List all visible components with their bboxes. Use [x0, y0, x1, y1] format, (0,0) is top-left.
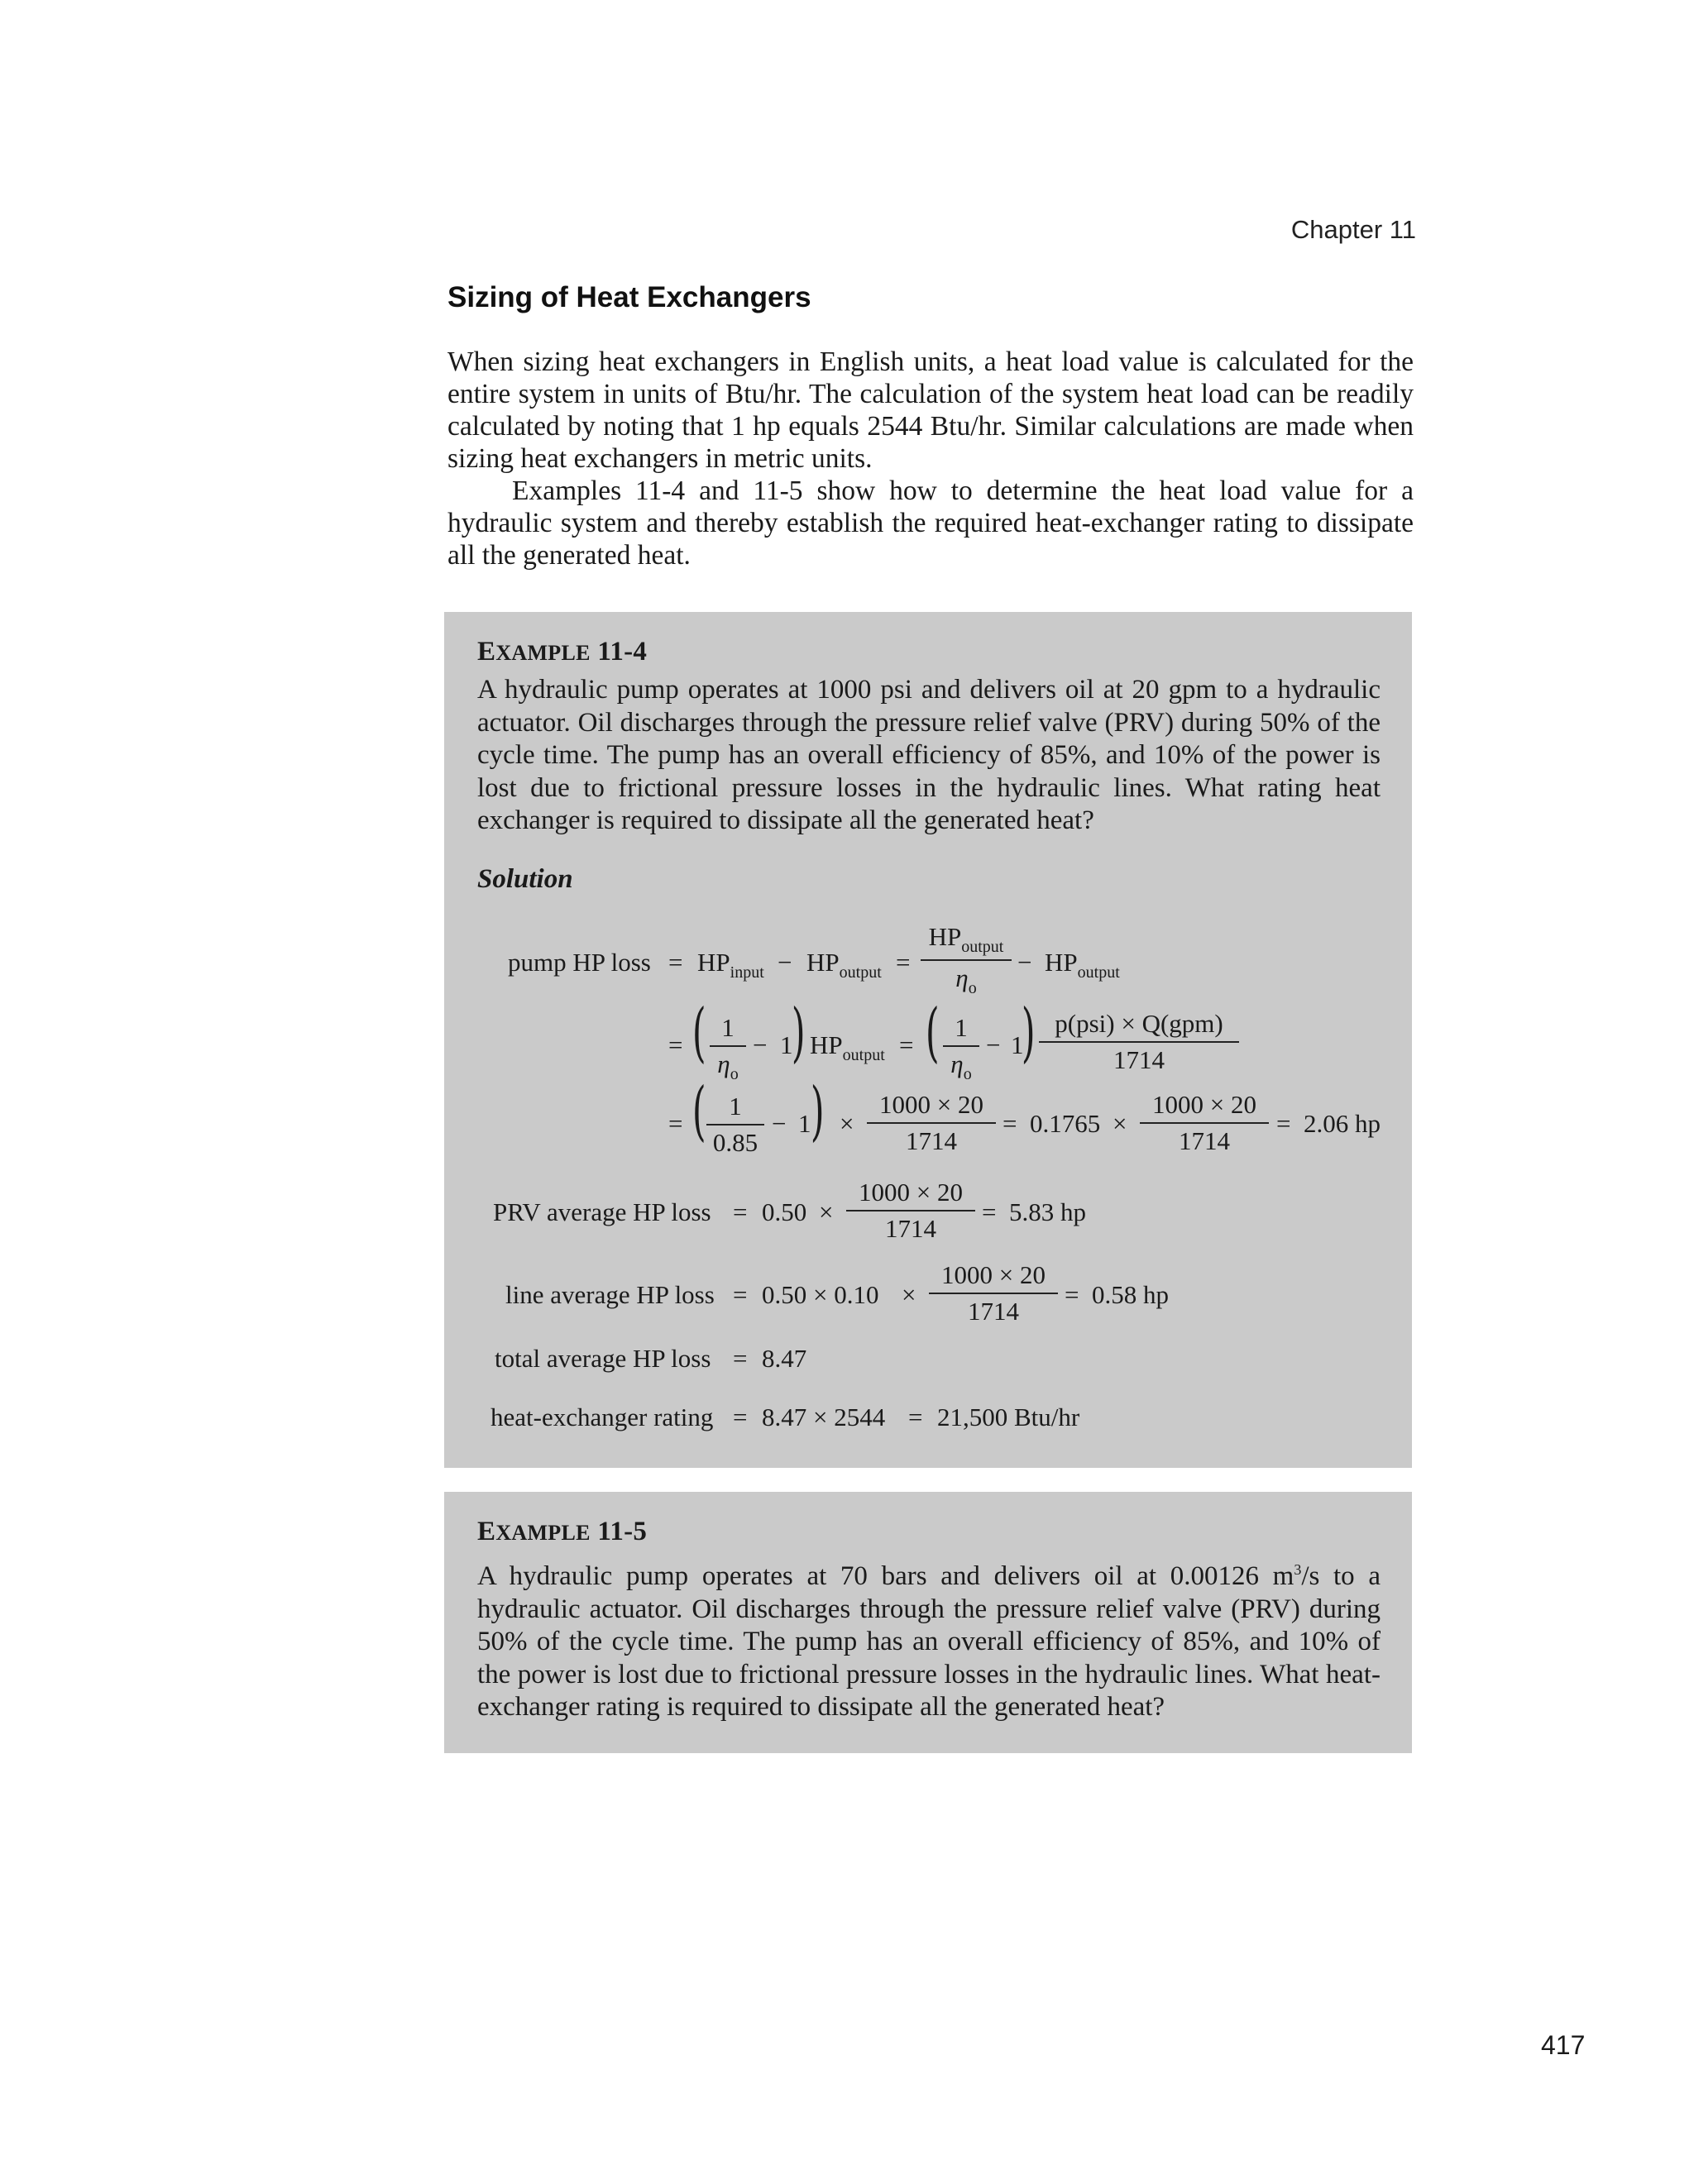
intro-paragraph-2: Examples 11-4 and 11-5 show how to determine the heat load value for a hydraulic system and thereby establish the required heat-exchanger rating to dissipate all the generated heat.: [447, 476, 1414, 571]
eq-prv-lhs: PRV average HP loss: [493, 1197, 711, 1226]
example-title: EXAMPLE 11-4: [477, 637, 648, 667]
eq-hp-input: $HP_{input}$: [697, 948, 764, 982]
solution-heading: Solution: [477, 863, 573, 894]
example-11-5-box: [444, 1492, 1412, 1753]
line-loss-result: 0.58 hp: [1092, 1280, 1169, 1309]
eq-total-lhs: total average HP loss: [495, 1344, 711, 1373]
eq-line-lhs: line average HP loss: [505, 1280, 715, 1309]
example-title: EXAMPLE 11-5: [477, 1517, 648, 1546]
example-problem-text: A hydraulic pump operates at 1000 psi and delivers oil at 20 gpm to a hydraulic actuator. Oil discharges through the pressure relief valve (PRV) during 50% of the cycle time. The pump has an overall efficiency of 85%, and 10% of the power is lost due to frictional pressure losses in the hydraulic lines. What rating heat exchanger is required to dissipate all the generated heat?: [477, 675, 1381, 835]
prv-loss-result: 5.83 hp: [1009, 1197, 1086, 1226]
total-loss-result: 8.47: [762, 1344, 807, 1373]
eq-pump-lhs: pump HP loss: [508, 948, 651, 977]
example-problem-text: A hydraulic pump operates at 70 bars and delivers oil at 0.00126 $m^3/s$ to a hydraulic actuator. Oil discharges through the pressure relief valve (PRV) during 50% of the cycle time. The pump has an overall efficiency of 85%, and 10% of the power is lost due to frictional pressure losses in the hydraulic lines. What heat-exchanger rating is required to dissipate all the generated heat?: [477, 1561, 1381, 1722]
pump-loss-result: 2.06 hp: [1304, 1109, 1381, 1138]
fraction-p-q: p(psi) × Q(gpm) 1714: [1039, 1009, 1239, 1075]
chapter-label: Chapter 11: [1290, 215, 1416, 244]
rating-result: 21,500 Btu/hr: [937, 1403, 1080, 1431]
page-number: 417: [1541, 2030, 1586, 2060]
section-title: Sizing of Heat Exchangers: [447, 281, 811, 313]
fraction-hpout-eta: $HP_{output}$ $\eta_o$: [921, 922, 1012, 998]
intro-text: [447, 346, 1414, 571]
eq-rating-lhs: heat-exchanger rating: [490, 1403, 714, 1431]
intro-paragraph-1: When sizing heat exchangers in English units, a heat load value is calculated for the entire system in units of Btu/hr. The calculation of the system heat load can be readily calculated by noting that 1 hp equals 2544 Btu/hr. Similar calculations are made when sizing heat exchangers in metric units.: [447, 346, 1414, 474]
